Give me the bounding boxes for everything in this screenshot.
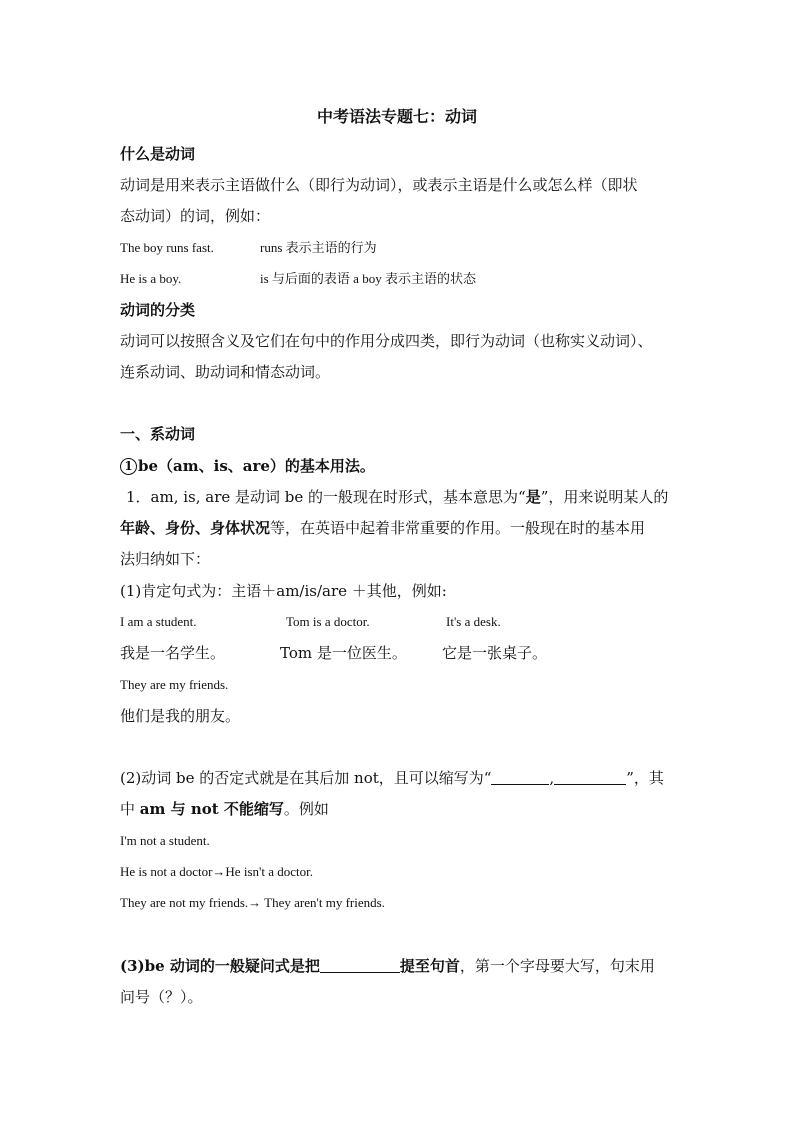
aff-chinese-1: 我是一名学生。 (120, 644, 226, 662)
negative-example-2: He is not a doctor→He isn't a doctor. (120, 864, 313, 879)
neg-comma: , (549, 769, 555, 787)
affirmative-english-row (120, 612, 501, 632)
example-row-1 (120, 238, 377, 258)
fill-in-blank-2 (554, 770, 626, 785)
fill-in-blank-3 (320, 958, 400, 973)
neg-text-c1: 中 (120, 800, 140, 818)
be-para-bold-attributes: 年龄、身份、身体状况 (120, 519, 271, 537)
negative-example-3: They are not my friends.→ They aren't my friends. (120, 895, 385, 910)
question-bold-a: (3)be 动词的一般疑问式是把 (120, 957, 320, 975)
example-2-english: He is a boy. (120, 271, 182, 286)
example-row-2 (120, 269, 476, 289)
affirmative-rule: (1)肯定句式为：主语＋am/is/are ＋其他，例如: (120, 582, 447, 600)
negative-rule-line2 (120, 799, 329, 819)
what-paragraph-line2: 态动词）的词，例如： (120, 207, 271, 225)
document-title: 中考语法专题七：动词 (316, 107, 477, 126)
heading-what-is-verb: 什么是动词 (120, 145, 196, 163)
question-bold-b: 提至句首 (399, 957, 460, 975)
aff-english-4: They are my friends. (120, 677, 229, 692)
example-2-note: is 与后面的表语 a boy 表示主语的状态 (260, 271, 476, 286)
what-paragraph-line1: 动词是用来表示主语做什么（即行为动词），或表示主语是什么或怎么样（即状 (120, 176, 638, 194)
negative-example-1: I'm not a student. (120, 833, 210, 848)
aff-chinese-4: 他们是我的朋友。 (120, 707, 241, 725)
example-1-english: The boy runs fast. (120, 240, 214, 255)
aff-english-2: Tom is a doctor. (286, 614, 370, 629)
class-paragraph-line2: 连系动词、助动词和情态动词。 (120, 363, 331, 381)
subheading-be-text: be（am、is、are）的基本用法。 (138, 457, 375, 475)
circled-number-marker: 1 (120, 458, 137, 475)
example-1-note: runs 表示主语的行为 (260, 240, 377, 255)
be-para-bold-shi: 是 (525, 488, 541, 506)
question-text-c: ，第一个字母要大写，句末用 (459, 957, 655, 975)
aff-english-3: It's a desk. (446, 614, 501, 629)
heading-linking-verbs: 一、系动词 (120, 425, 196, 443)
question-rule-line2: 问号（？）。 (120, 988, 203, 1006)
question-rule-line1 (120, 956, 655, 976)
subheading-be-usage (120, 456, 375, 476)
fill-in-blank-1 (491, 770, 549, 785)
be-para-text-a: 1．am, is, are 是动词 be 的一般现在时形式，基本意思为“ (126, 488, 526, 506)
negative-rule-line1 (120, 768, 664, 788)
be-paragraph-line3: 法归纳如下： (120, 550, 211, 568)
be-paragraph-line1 (126, 487, 668, 507)
neg-bold-no-contraction: am 与 not 不能缩写 (139, 800, 284, 818)
affirmative-chinese-row (120, 643, 547, 663)
neg-text-c3: 。例如 (283, 800, 329, 818)
class-paragraph-line1: 动词可以按照含义及它们在句中的作用分成四类，即行为动词（也称实义动词）、 (120, 332, 653, 350)
aff-english-1: I am a student. (120, 614, 197, 629)
aff-chinese-3: 它是一张桌子。 (442, 644, 548, 662)
heading-verb-classification: 动词的分类 (120, 301, 196, 319)
neg-text-a: (2)动词 be 的否定式就是在其后加 not，且可以缩写为“ (120, 769, 492, 787)
neg-text-b: ”，其 (626, 769, 664, 787)
be-para-text-e: 等，在英语中起着非常重要的作用。一般现在时的基本用 (270, 519, 646, 537)
be-para-text-c: ”，用来说明某人的 (540, 488, 669, 506)
aff-chinese-2: Tom 是一位医生。 (280, 644, 407, 662)
be-paragraph-line2 (120, 518, 645, 538)
